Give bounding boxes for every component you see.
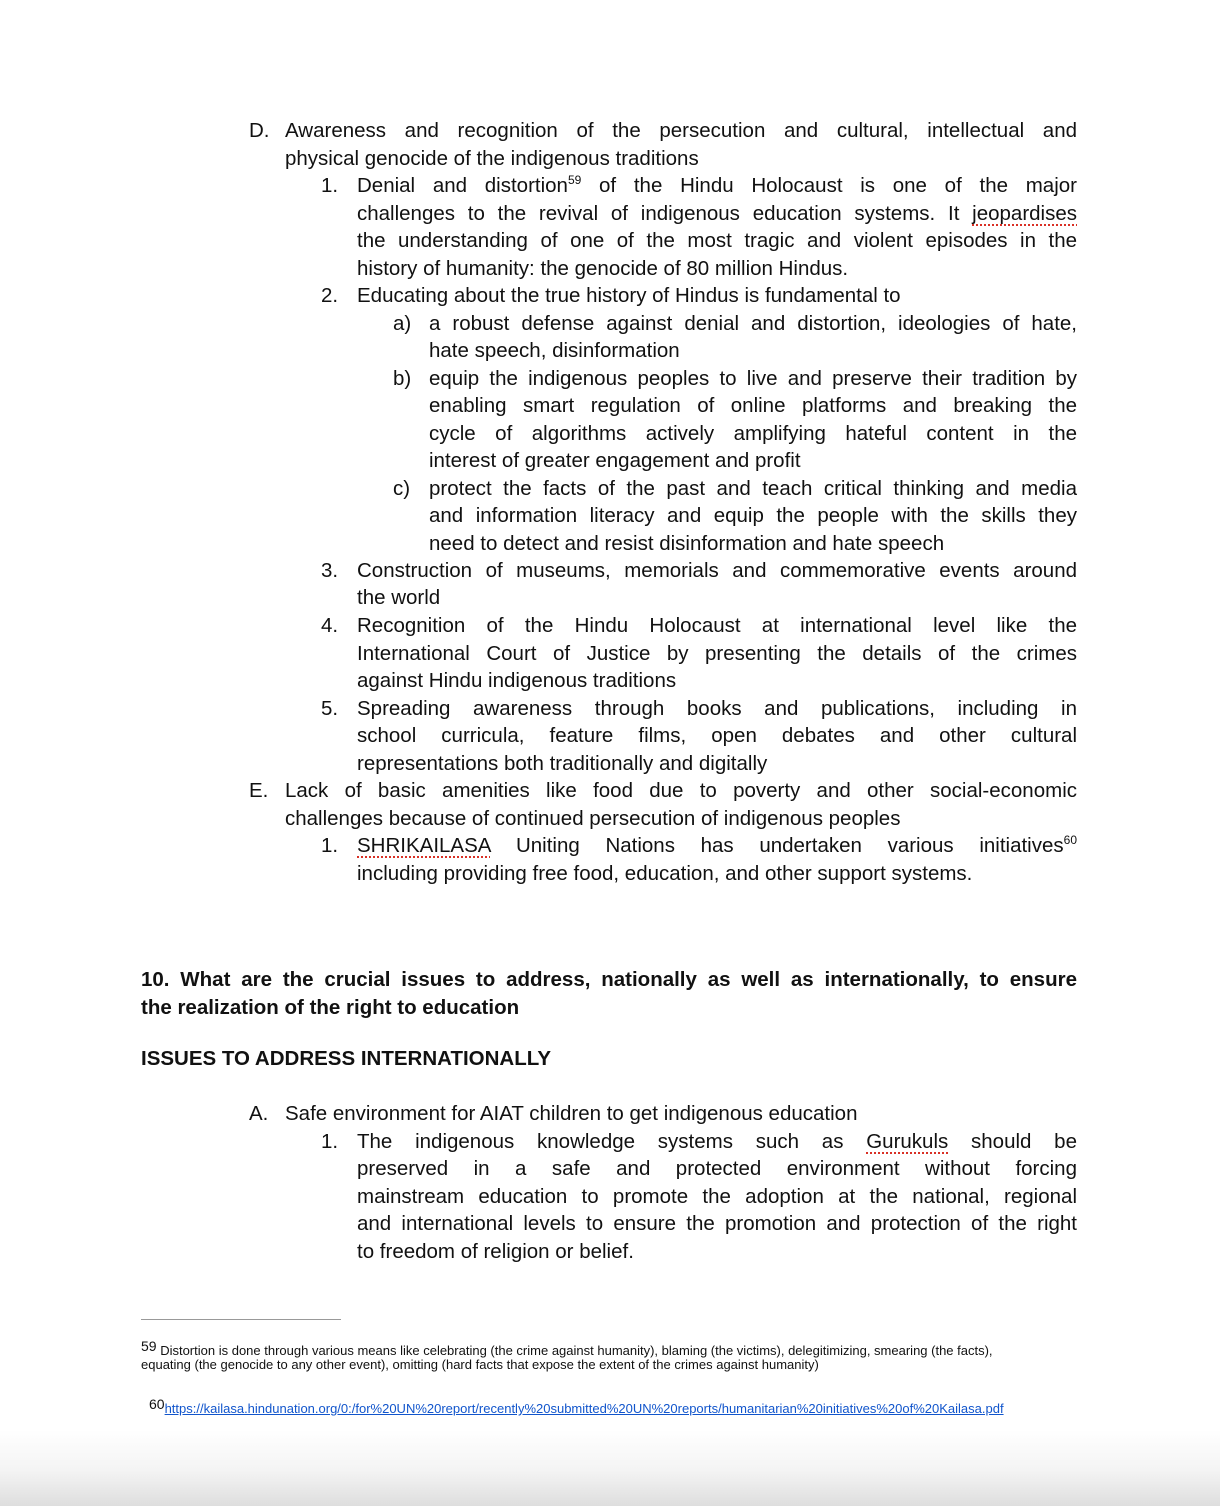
footnote-number: 59 — [141, 1338, 157, 1354]
item-d1-line1 — [357, 172, 1077, 200]
item-d2c-line2: and information literacy and equip the people with the skills they — [429, 504, 1077, 527]
list-marker-d2a: a) — [393, 312, 412, 335]
list-marker-d1: 1. — [321, 174, 339, 197]
list-marker-d2b: b) — [393, 367, 412, 390]
text: The indigenous knowledge systems such as — [357, 1130, 867, 1153]
item-a1-line5: to freedom of religion or belief. — [357, 1240, 634, 1263]
spellcheck-word[interactable]: SHRIKAILASA — [357, 834, 491, 857]
list-marker-d4: 4. — [321, 614, 339, 637]
section-e-heading-line2: challenges because of continued persecution of indigenous peoples — [285, 807, 901, 830]
list-marker-e: E. — [249, 779, 269, 802]
item-d1-line2 — [357, 200, 1077, 228]
item-d3-line2: the world — [357, 586, 441, 609]
footnote-ref-59[interactable]: 59 — [567, 173, 582, 187]
item-e1-line1 — [357, 832, 1077, 860]
section-a-heading: Safe environment for AIAT children to get indigenous education — [285, 1102, 858, 1125]
list-marker-d2: 2. — [321, 284, 339, 307]
list-marker-a1: 1. — [321, 1130, 339, 1153]
section-e-heading-line1: Lack of basic amenities like food due to poverty and other social-economic — [285, 779, 1077, 802]
item-d2-line1: Educating about the true history of Hindus is fundamental to — [357, 284, 901, 307]
item-d2b-line3: cycle of algorithms actively amplifying hateful content in the — [429, 422, 1077, 445]
footnote-ref-60[interactable]: 60 — [1063, 833, 1077, 847]
item-d2b-line2: enabling smart regulation of online platforms and breaking the — [429, 394, 1077, 417]
question-10-line2: the realization of the right to education — [141, 996, 520, 1019]
item-d4-line3: against Hindu indigenous traditions — [357, 669, 677, 692]
list-marker-d3: 3. — [321, 559, 339, 582]
item-d2a-line2: hate speech, disinformation — [429, 339, 680, 362]
item-e1-line2: including providing free food, education, and other support systems. — [357, 862, 973, 885]
item-d5-line2: school curricula, feature films, open debates and other cultural — [357, 724, 1077, 747]
item-d2c-line1: protect the facts of the past and teach critical thinking and media — [429, 477, 1077, 500]
item-a1-line3: mainstream education to promote the adoption at the national, regional — [357, 1185, 1077, 1208]
item-d2b-line4: interest of greater engagement and profit — [429, 449, 801, 472]
spellcheck-word[interactable]: jeopardises — [972, 202, 1077, 225]
text: Distortion is done through various means like celebrating (the crime against humanity), blaming (the victims), delegitimizing, smearing (the facts), — [156, 1343, 993, 1358]
item-d1-line3: the understanding of one of the most tragic and violent episodes in the — [357, 229, 1077, 252]
text: should be — [948, 1130, 1077, 1153]
section-d-heading-line2: physical genocide of the indigenous traditions — [285, 147, 699, 170]
text: Uniting Nations has undertaken various initiatives — [490, 834, 1064, 857]
list-marker-d2c: c) — [393, 477, 411, 500]
item-a1-line2: preserved in a safe and protected environment without forcing — [357, 1157, 1077, 1180]
text: of the Hindu Holocaust is one of the major — [581, 174, 1077, 197]
item-d4-line1: Recognition of the Hindu Holocaust at international level like the — [357, 614, 1077, 637]
list-marker-d: D. — [249, 119, 270, 142]
text: challenges to the revival of indigenous education systems. It — [357, 202, 973, 225]
list-marker-a: A. — [249, 1102, 269, 1125]
heading-issues-internationally: ISSUES TO ADDRESS INTERNATIONALLY — [141, 1047, 552, 1070]
footnote-60 — [149, 1396, 1004, 1417]
item-d5-line1: Spreading awareness through books and publications, including in — [357, 697, 1077, 720]
spellcheck-word[interactable]: Gurukuls — [866, 1130, 949, 1153]
item-d4-line2: International Court of Justice by presenting the details of the crimes — [357, 642, 1077, 665]
text: Denial and distortion — [357, 174, 568, 197]
item-a1-line1 — [357, 1128, 1077, 1156]
item-d2b-line1: equip the indigenous peoples to live and preserve their tradition by — [429, 367, 1077, 390]
item-d5-line3: representations both traditionally and digitally — [357, 752, 768, 775]
item-d1-line4: history of humanity: the genocide of 80 million Hindus. — [357, 257, 849, 280]
list-marker-d5: 5. — [321, 697, 339, 720]
footnote-separator — [141, 1319, 341, 1320]
question-10-line1: 10. What are the crucial issues to address, nationally as well as internationally, to ensure — [141, 968, 1077, 991]
item-a1-line4: and international levels to ensure the promotion and protection of the right — [357, 1212, 1077, 1235]
item-d3-line1: Construction of museums, memorials and commemorative events around — [357, 559, 1077, 582]
footnote-59-line1 — [141, 1338, 993, 1359]
item-d2a-line1: a robust defense against denial and distortion, ideologies of hate, — [429, 312, 1077, 335]
section-d-heading-line1: Awareness and recognition of the persecution and cultural, intellectual and — [285, 119, 1077, 142]
footnote-59-line2: equating (the genocide to any other event), omitting (hard facts that expose the extent of the crimes against humanity) — [141, 1357, 819, 1372]
list-marker-e1: 1. — [321, 834, 339, 857]
footnote-60-link[interactable]: https://kailasa.hindunation.org/0:/for%20UN%20report/recently%20submitted%20UN%20reports/humanitarian%20initiatives%20of%20Kailasa.pdf — [164, 1401, 1004, 1416]
item-d2c-line3: need to detect and resist disinformation and hate speech — [429, 532, 945, 555]
footnote-number: 60 — [149, 1396, 165, 1412]
